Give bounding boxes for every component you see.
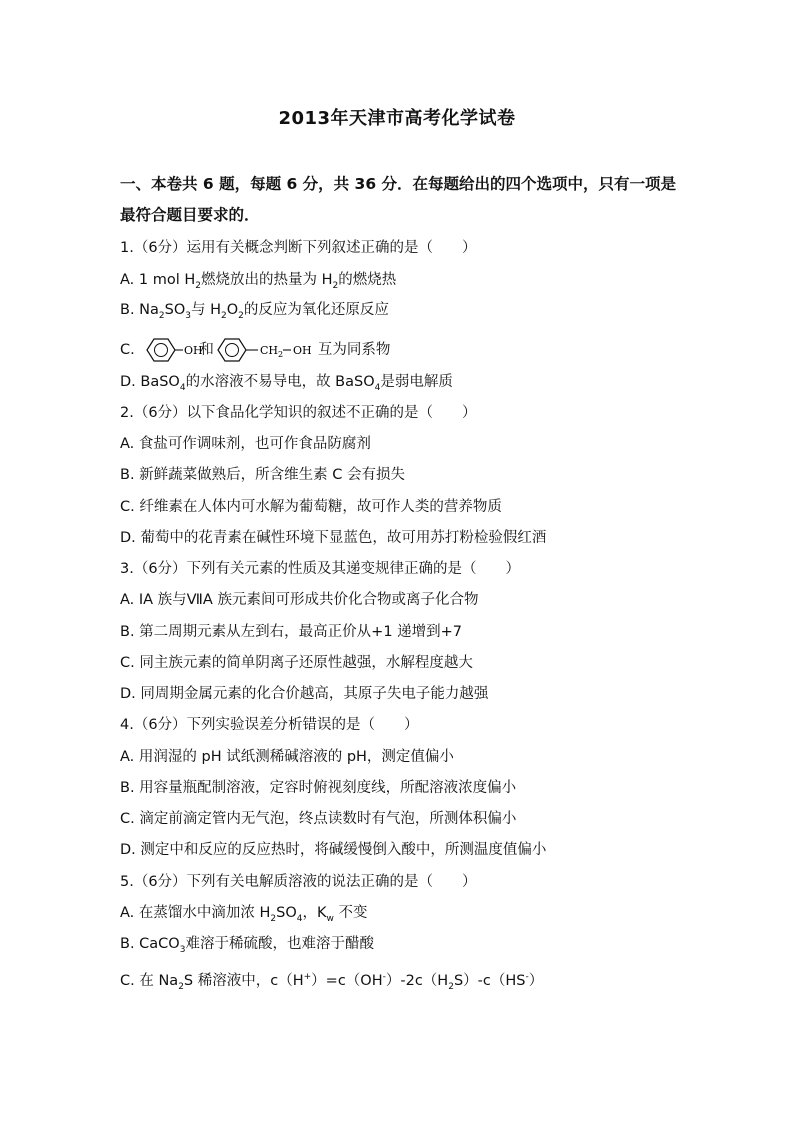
svg-text:OH: OH [184,344,203,357]
question-2-option-c: C. 纤维素在人体内可水解为葡萄糖，故可作人类的营养物质 [120,499,502,515]
question-3-option-b: B. 第二周期元素从左到右，最高正价从+1 递增到+7 [120,624,463,640]
question-1-stem: 1.（6分）运用有关概念判断下列叙述正确的是（ ） [120,240,477,256]
question-2-option-b: B. 新鲜蔬菜做熟后，所含维生素 C 会有损失 [120,467,406,483]
question-2-stem: 2.（6分）以下食品化学知识的叙述不正确的是（ ） [120,405,477,421]
section-heading-line-1: 一、本卷共 6 题，每题 6 分，共 36 分．在每题给出的四个选项中，只有一项是 [120,175,677,193]
question-1-option-c: C. OH 和 $CH_2$ OH 互为同系物 [120,336,720,364]
section-heading-line-2: 最符合题目要求的． [120,206,260,224]
question-5-option-a: A. 在蒸馏水中滴加浓 $H_2SO_4$，$K_w$ 不变 [120,905,368,924]
question-4-option-d: D. 测定中和反应的反应热时，将碱缓慢倒入酸中，所测温度值偏小 [120,842,547,858]
question-3-stem: 3.（6分）下列有关元素的性质及其递变规律正确的是（ ） [120,561,521,577]
question-2-option-a: A. 食盐可作调味剂，也可作食品防腐剂 [120,436,371,452]
question-1-option-d: D. BaSO$_4$的水溶液不易导电，故 BaSO$_4$是弱电解质 [120,374,453,393]
benzyl-alcohol-structure [214,336,318,364]
question-3-option-a: A. ⅠA 族与ⅦA 族元素间可形成共价化合物或离子化合物 [120,592,479,608]
question-2-option-d: D. 葡萄中的花青素在碱性环境下显蓝色，故可用苏打粉检验假红酒 [120,530,547,546]
question-1-option-a: A. 1 mol $H_2$燃烧放出的热量为 $H_2$的燃烧热 [120,272,397,291]
question-4-option-b: B. 用容量瓶配制溶液，定容时俯视刻度线，所配溶液浓度偏小 [120,780,517,796]
question-5-option-b: B. CaCO$_3$难溶于稀硫酸，也难溶于醋酸 [120,936,374,955]
question-3-option-c: C. 同主族元素的简单阴离子还原性越强，水解程度越大 [120,655,473,671]
question-4-stem: 4.（6分）下列实验误差分析错误的是（ ） [120,717,419,733]
question-4-option-a: A. 用润湿的 pH 试纸测稀碱溶液的 pH，测定值偏小 [120,749,454,765]
question-4-option-c: C. 滴定前滴定管内无气泡，终点读数时有气泡，所测体积偏小 [120,811,517,827]
svg-text:CH2: $CH_2$ [259,344,283,359]
svg-text:OH: OH [292,344,312,357]
phenol-structure [139,336,203,364]
question-5-option-c: C. 在 $Na_2S$ 稀溶液中，$c(H^+)=c(OH^-)-2c(H_2S)-c(HS^-)$ [120,972,544,992]
question-1-option-b: B. $Na_2SO_3$与 $H_2O_2$的反应为氧化还原反应 [120,302,389,321]
page-title: 2013年天津市高考化学试卷 [278,108,516,129]
question-3-option-d: D. 同周期金属元素的化合价越高，其原子失电子能力越强 [120,686,489,702]
question-5-stem: 5.（6分）下列有关电解质溶液的说法正确的是（ ） [120,874,477,890]
